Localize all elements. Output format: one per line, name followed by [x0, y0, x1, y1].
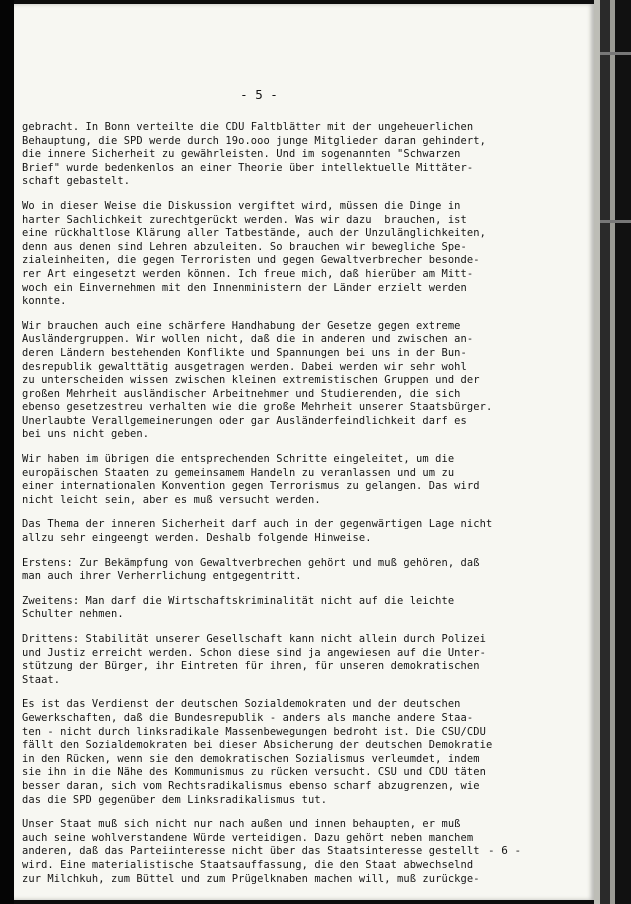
text-line: denn aus denen sind Lehren abzuleiten. So brauchen wir bewegliche Spe-: [22, 240, 467, 253]
text-line: Schulter nehmen.: [22, 608, 124, 621]
paragraph: [22, 200, 582, 309]
text-line: rer Art eingesetzt werden können. Ich freue mich, daß hierüber am Mitt-: [22, 267, 474, 280]
text-line: allzu sehr eingeengt werden. Deshalb folgende Hinweise.: [22, 532, 372, 545]
text-line: Drittens: Stabilität unserer Gesellschaft kann nicht allein durch Polizei: [22, 633, 486, 645]
binder-edge: [615, 0, 631, 904]
text-line: Wir brauchen auch eine schärfere Handhabung der Gesetze gegen extreme: [22, 319, 461, 332]
text-line: nicht leicht sein, aber es muß versucht werden.: [22, 493, 321, 506]
text-line: Wir haben im übrigen die entsprechenden Schritte eingeleitet, um die: [22, 453, 455, 466]
text-line: konnte.: [22, 295, 67, 308]
text-line: auch seine wohlverstandene Würde verteidigen. Dazu gehört neben manchem: [22, 831, 474, 844]
text-line: fällt den Sozialdemokraten bei dieser Absicherung der deutschen Demokratie: [22, 739, 493, 752]
paragraph: [22, 453, 582, 507]
text-line: zialeinheiten, die gegen Terroristen und gegen Gewaltverbrecher besonde-: [22, 254, 480, 267]
text-line: man auch ihrer Verherrlichung entgegentritt.: [22, 570, 302, 583]
text-line: schaft gebastelt.: [22, 175, 131, 188]
text-line: sie ihn in die Nähe des Kommunismus zu rücken versucht. CSU und CDU täten: [22, 766, 486, 779]
binder-mark: [600, 52, 631, 55]
text-line: Brief" wurde bedenkenlos an einer Theorie über intellektuelle Mittäter-: [22, 161, 474, 174]
text-line: Gewerkschaften, daß die Bundesrepublik - anders als manche andere Staa-: [22, 711, 474, 724]
text-line: Erstens: Zur Bekämpfung von Gewaltverbrechen gehört und muß gehören, daß: [22, 556, 480, 569]
text-line: woch ein Einvernehmen mit den Innenministern der Länder erzielt werden: [22, 281, 467, 294]
text-line: in den Rücken, wenn sie den demokratischen Sozialismus verleumdet, indem: [22, 752, 480, 765]
text-line: anderen, daß das Parteiinteresse nicht über das Staatsinteresse gestellt: [22, 845, 480, 858]
text-line: Unser Staat muß sich nicht nur nach außen und innen behaupten, er muß: [22, 818, 461, 831]
paragraph: [22, 698, 582, 807]
text-line: zu unterscheiden wissen zwischen kleinen extremistischen Gruppen und der: [22, 374, 480, 387]
document-body: [22, 121, 582, 897]
text-line: Zweitens: Man darf die Wirtschaftskriminalität nicht auf die leichte: [22, 594, 455, 607]
paragraph: [22, 320, 582, 442]
text-line: ebenso gesetzestreu verhalten wie die große Mehrheit unserer Staatsbürger.: [22, 401, 493, 414]
paragraph: [22, 633, 582, 687]
text-line: bei uns nicht geben.: [22, 428, 150, 441]
text-line: gebracht. In Bonn verteilte die CDU Faltblätter mit der ungeheuerlichen: [22, 121, 474, 133]
paragraph: [22, 518, 582, 545]
paragraph: [22, 557, 582, 584]
text-line: Ausländergruppen. Wir wollen nicht, daß die in anderen und zwischen an-: [22, 333, 474, 346]
text-line: die innere Sicherheit zu gewährleisten. Und im sogenannten "Schwarzen: [22, 148, 461, 161]
text-line: desrepublik gewalttätig ausgetragen werden. Dabei werden wir sehr wohl: [22, 360, 467, 373]
text-line: einer internationalen Konvention gegen Terrorismus zu gelangen. Das wird: [22, 480, 480, 493]
text-line: besser daran, sich vom Rechtsradikalismus ebenso scharf abzugrenzen, wie: [22, 779, 480, 792]
text-line: eine rückhaltlose Klärung aller Tatbestände, auch der Unzulänglichkeiten,: [22, 227, 486, 240]
text-line: und Justiz erreicht werden. Schon diese sind ja angewiesen auf die Unter-: [22, 646, 486, 659]
text-line: stützung der Bürger, ihr Eintreten für ihren, für unseren demokratischen: [22, 660, 480, 673]
text-line: Behauptung, die SPD werde durch 19o.ooo junge Mitglieder daran gehindert,: [22, 134, 486, 147]
text-line: deren Ländern bestehenden Konflikte und Spannungen bei uns in der Bun-: [22, 346, 467, 359]
binder-edge: [600, 0, 610, 904]
text-line: wird. Eine materialistische Staatsauffassung, die den Staat abwechselnd: [22, 858, 474, 871]
scan-left-edge: [0, 0, 14, 904]
text-line: Es ist das Verdienst der deutschen Sozialdemokraten und der deutschen: [22, 698, 461, 711]
paragraph: [22, 121, 582, 189]
text-line: Staat.: [22, 673, 61, 686]
text-line: Das Thema der inneren Sicherheit darf auch in der gegenwärtigen Lage nicht: [22, 518, 493, 531]
text-line: zur Milchkuh, zum Büttel und zum Prügelknaben machen will, muß zurückge-: [22, 872, 480, 885]
text-line: Unerlaubte Verallgemeinerungen oder gar Ausländerfeindlichkeit darf es: [22, 414, 467, 427]
binder-mark: [600, 220, 631, 223]
text-line: das die SPD gegenüber dem Linksradikalismus tut.: [22, 793, 328, 806]
text-line: harter Sachlichkeit zurechtgerückt werden. Was wir dazu brauchen, ist: [22, 213, 467, 226]
text-line: Wo in dieser Weise die Diskussion vergiftet wird, müssen die Dinge in: [22, 199, 461, 212]
next-page-number: - 6 -: [488, 844, 522, 857]
text-line: großen Mehrheit ausländischer Arbeitnehmer und Studierenden, die sich: [22, 387, 461, 400]
paragraph: [22, 595, 582, 622]
text-line: europäischen Staaten zu gemeinsamem Handeln zu veranlassen und um zu: [22, 466, 455, 479]
text-line: ten - nicht durch linksradikale Massenbewegungen bedroht ist. Die CSU/CDU: [22, 725, 486, 738]
page-number: - 5 -: [240, 87, 278, 102]
